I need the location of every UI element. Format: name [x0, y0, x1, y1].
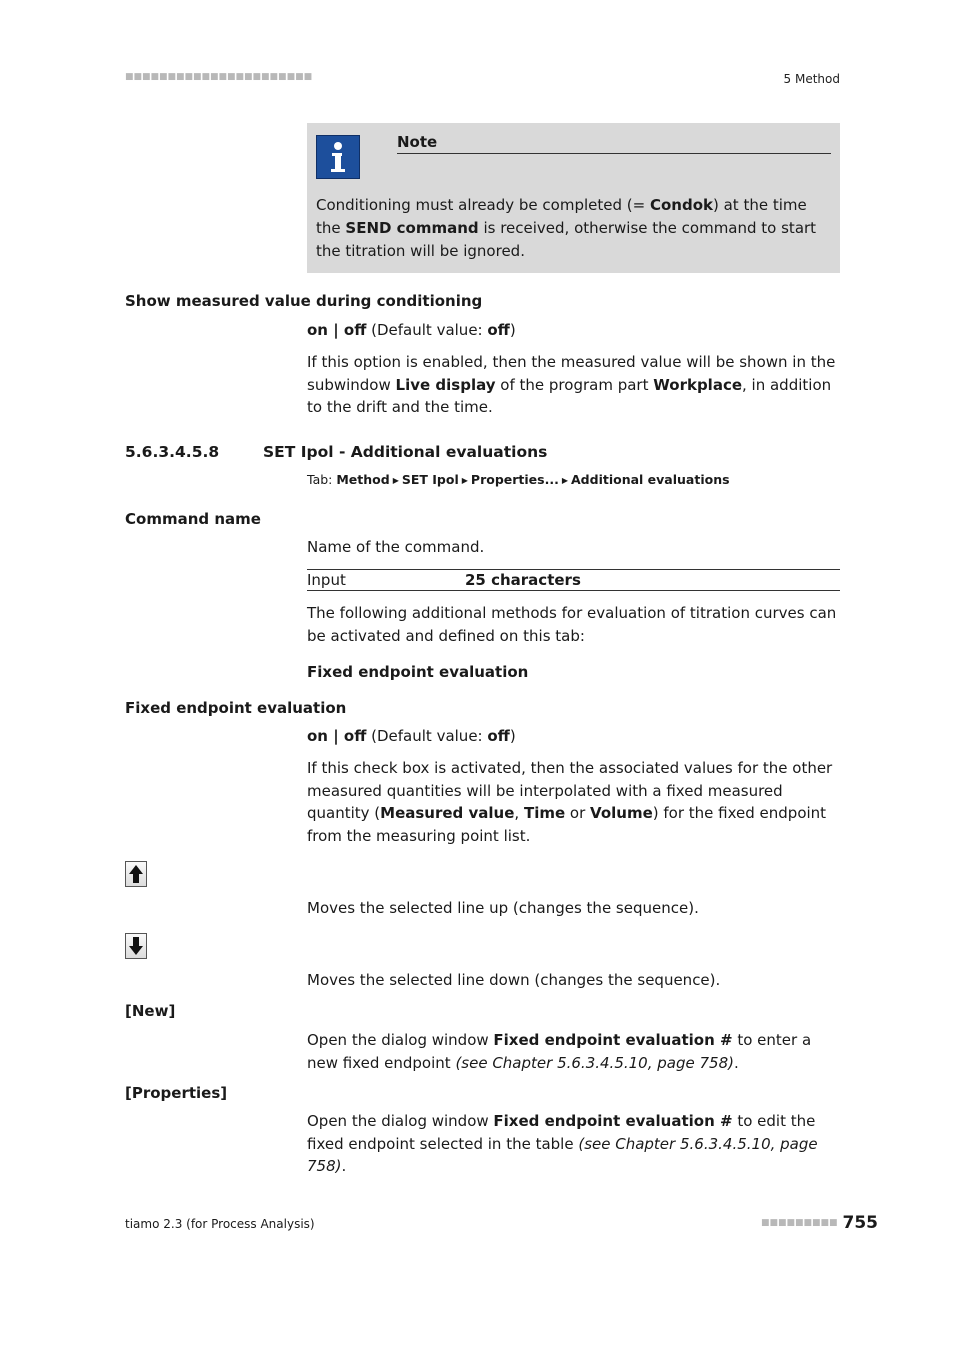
note-text: Conditioning must already be completed (= Condok) at the time the SEND command is received, otherwise the command to start the titration will be ignored.	[316, 196, 817, 260]
triangle-right-icon: ▶	[561, 476, 568, 485]
footer-product: tiamo 2.3 (for Process Analysis)	[125, 1217, 315, 1231]
note-title: Note	[397, 133, 831, 154]
description: Name of the command.	[307, 538, 485, 556]
option-values: on | off (Default value: off)	[307, 321, 516, 339]
triangle-right-icon: ▶	[461, 476, 468, 485]
chapter-reference[interactable]: (see Chapter 5.6.3.4.5.10, page 758)	[455, 1053, 734, 1072]
term-command-name: Command name	[125, 510, 261, 528]
info-icon	[316, 135, 360, 179]
input-value: 25 characters	[465, 571, 581, 589]
footer-decoration: ■■■■■■■■■	[760, 1218, 838, 1228]
input-spec-table	[307, 569, 840, 591]
intro-heading: Fixed endpoint evaluation	[307, 663, 529, 681]
arrow-down-icon	[125, 933, 147, 959]
arrow-up-icon	[125, 861, 147, 887]
description: If this option is enabled, then the measured value will be shown in the subwindow Live display of the program part Workplace, in addition to the drift and the time.	[307, 353, 836, 416]
header-decoration: ■■■■■■■■■■■■■■■■■■■■■■	[125, 72, 313, 82]
term-show-measured-value: Show measured value during conditioning	[125, 292, 483, 310]
chapter-reference[interactable]: (see Chapter 5.6.3.4.5.10, page 758)	[307, 1134, 818, 1175]
description: Open the dialog window Fixed endpoint evaluation # to enter a new fixed endpoint (see Chapter 5.6.3.4.5.10, page 758).	[307, 1031, 812, 1072]
term-properties-button: [Properties]	[125, 1084, 228, 1102]
page-number: 755	[842, 1213, 878, 1233]
description: Moves the selected line down (changes the sequence).	[307, 971, 721, 989]
input-label: Input	[307, 571, 346, 589]
triangle-right-icon: ▶	[392, 476, 399, 485]
description: If this check box is activated, then the associated values for the other measured quantities will be interpolated with a fixed measured quantity (Measured value, Time or Volume) for the fixed endpoint from the measuring point list.	[307, 759, 833, 845]
intro-text: The following additional methods for evaluation of titration curves can be activated and defined on this tab:	[307, 604, 837, 645]
description: Open the dialog window Fixed endpoint evaluation # to edit the fixed endpoint selected in the table (see Chapter 5.6.3.4.5.10, page 758).	[307, 1112, 818, 1175]
term-new-button: [New]	[125, 1002, 176, 1020]
footer-page	[761, 1213, 878, 1233]
tab-path: Tab: Method ▶ SET Ipol ▶ Properties... ▶ Additional evaluations	[307, 472, 730, 487]
section-title: SET Ipol - Additional evaluations	[263, 443, 548, 461]
description: Moves the selected line up (changes the sequence).	[307, 899, 699, 917]
option-values: on | off (Default value: off)	[307, 727, 516, 745]
note-box	[307, 123, 840, 273]
section-number: 5.6.3.4.5.8	[125, 443, 220, 461]
header-chapter: 5 Method	[783, 72, 840, 86]
term-fixed-endpoint-evaluation: Fixed endpoint evaluation	[125, 699, 347, 717]
